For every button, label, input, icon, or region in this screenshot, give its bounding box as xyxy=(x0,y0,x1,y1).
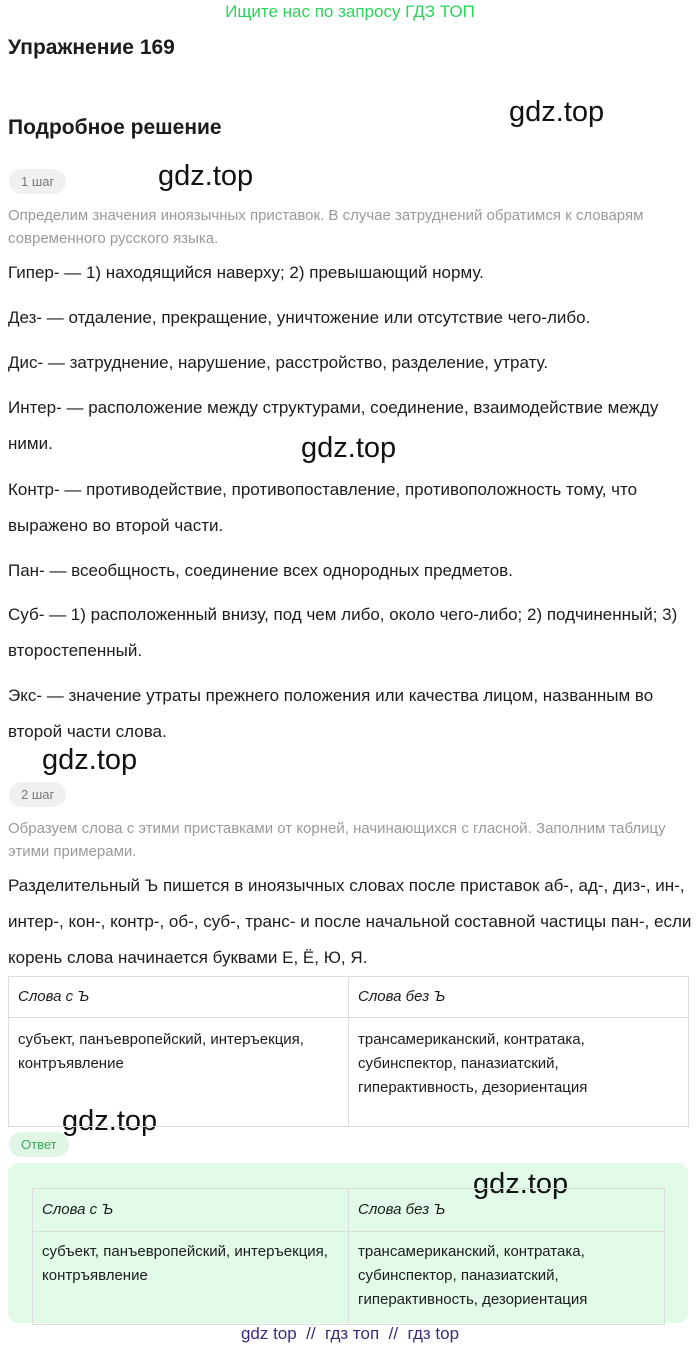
step-hint: Определим значения иноязычных приставок. В случае затруднений обратимся к словарям современного русского языка. xyxy=(8,207,644,247)
prefix-definition: Дис- — затруднение, нарушение, расстройство, разделение, утрату. xyxy=(8,353,549,372)
answer-table xyxy=(32,1188,665,1325)
search-banner: Ищите нас по запросу ГДЗ ТОП xyxy=(225,2,475,21)
examples-table xyxy=(8,976,689,1127)
watermark: gdz.top xyxy=(42,744,138,776)
column-header: Слова без Ъ xyxy=(349,1189,665,1232)
footer-links: gdz top // гдз топ // гдз top xyxy=(240,1324,460,1343)
table-cell: трансамериканский, контратака, субинспектор, паназиатский, гиперактивность, дезориентация xyxy=(349,1232,665,1325)
prefix-definition: Пан- — всеобщность, соединение всех однородных предметов. xyxy=(8,561,513,580)
column-header: Слова с Ъ xyxy=(9,977,349,1018)
watermark: gdz.top xyxy=(509,96,605,128)
column-header: Слова с Ъ xyxy=(33,1189,349,1232)
table-cell: субъект, панъевропейский, интеръекция, контръявление xyxy=(33,1232,349,1325)
step-badge: 1 шаг xyxy=(9,169,66,194)
solution-heading: Подробное решение xyxy=(8,116,222,139)
watermark: gdz.top xyxy=(62,1105,158,1137)
watermark: gdz.top xyxy=(158,160,254,192)
table-cell: субъект, панъевропейский, интеръекция, контръявление xyxy=(9,1018,349,1127)
spelling-rule: Разделительный Ъ пишется в иноязычных словах после приставок аб-, ад-, диз-, ин-, интер-, кон-, контр-, об-, суб-, транс- и после начальной составной частицы пан-, если корень слова начинается буквами Е, Ё, Ю, Я. xyxy=(8,876,692,967)
column-header: Слова без Ъ xyxy=(349,977,689,1018)
prefix-definition: Дез- — отдаление, прекращение, уничтожение или отсутствие чего-либо. xyxy=(8,308,591,327)
answer-badge: Ответ xyxy=(9,1132,69,1157)
prefix-definition: Экс- — значение утраты прежнего положения или качества лицом, названным во второй части слова. xyxy=(8,686,654,741)
prefix-definition: Интер- — расположение между структурами, соединение, взаимодействие между ними. xyxy=(8,398,659,453)
step-hint: Образуем слова с этими приставками от корней, начинающихся с гласной. Заполним таблицу этими примерами. xyxy=(8,820,666,860)
prefix-definition: Гипер- — 1) находящийся наверху; 2) превышающий норму. xyxy=(8,263,484,282)
step-badge: 2 шаг xyxy=(9,782,66,807)
prefix-definition: Контр- — противодействие, противопоставление, противоположность тому, что выражено во второй части. xyxy=(8,480,638,535)
page-title: Упражнение 169 xyxy=(8,36,175,59)
table-cell: трансамериканский, контратака, субинспектор, паназиатский, гиперактивность, дезориентация xyxy=(349,1018,689,1127)
watermark: gdz.top xyxy=(473,1168,569,1200)
watermark: gdz.top xyxy=(301,432,397,464)
prefix-definition: Суб- — 1) расположенный внизу, под чем либо, около чего-либо; 2) подчиненный; 3) второстепенный. xyxy=(8,605,678,660)
